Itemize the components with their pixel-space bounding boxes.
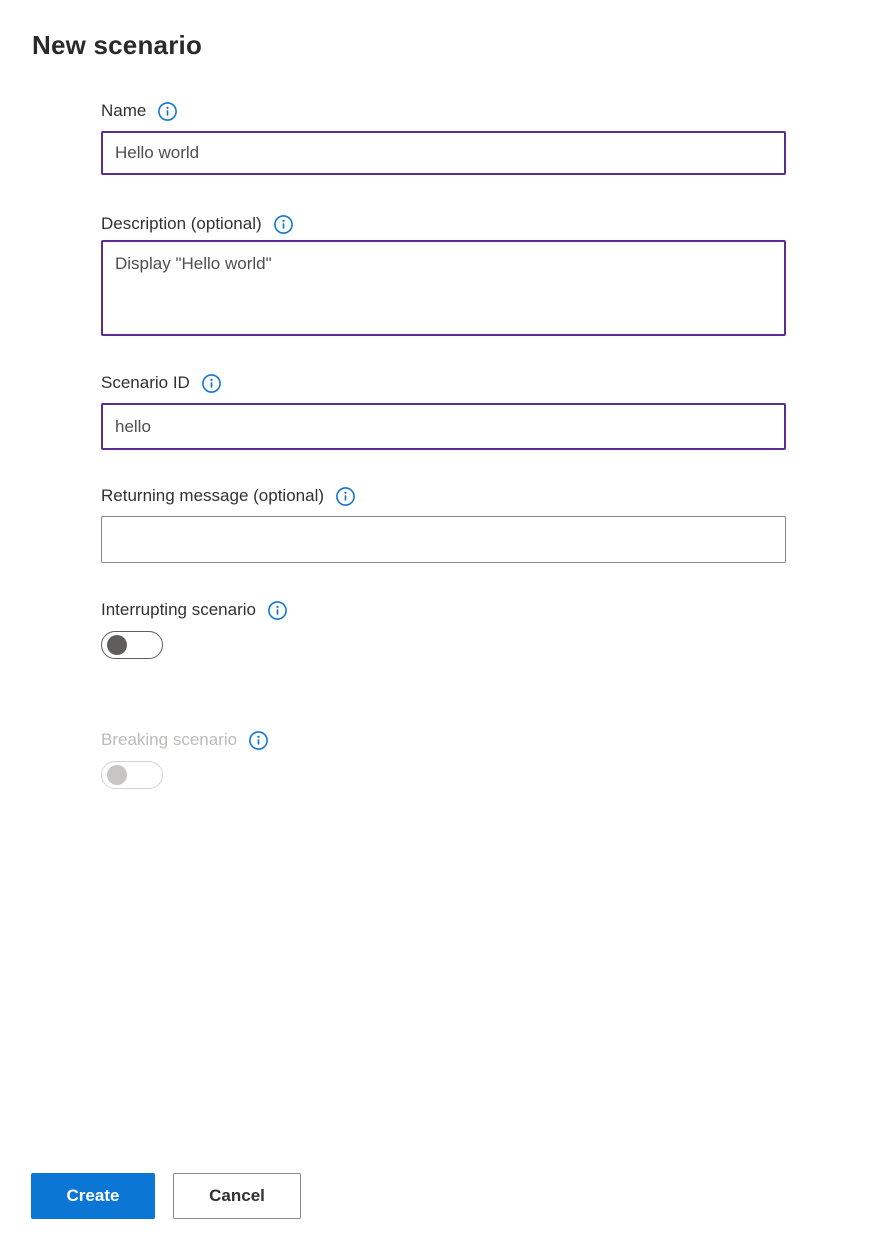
- returning-message-label: Returning message (optional): [101, 486, 325, 505]
- scenario-id-label: Scenario ID: [101, 373, 190, 392]
- interrupting-scenario-label: Interrupting scenario: [101, 600, 256, 619]
- description-input[interactable]: [101, 240, 786, 336]
- toggle-knob: [107, 635, 127, 655]
- name-input[interactable]: [101, 131, 786, 175]
- scenario-id-input[interactable]: [101, 403, 786, 450]
- page-title: New scenario: [32, 30, 203, 60]
- cancel-button[interactable]: Cancel: [173, 1173, 301, 1219]
- breaking-scenario-label: Breaking scenario: [101, 730, 238, 749]
- description-label-row: [101, 213, 786, 235]
- toggle-knob: [107, 765, 127, 785]
- name-label: Name: [101, 101, 147, 120]
- button-bar: [31, 1173, 301, 1219]
- description-label: Description (optional): [101, 214, 262, 233]
- info-icon[interactable]: [273, 214, 294, 235]
- returning-message-input[interactable]: [101, 516, 786, 563]
- breaking-scenario-toggle: [101, 761, 163, 789]
- breaking-scenario-label-row: [101, 729, 786, 751]
- info-icon[interactable]: [201, 373, 222, 394]
- scenario-id-label-row: [101, 372, 786, 394]
- info-icon[interactable]: [267, 600, 288, 621]
- create-button[interactable]: Create: [31, 1173, 155, 1219]
- interrupting-scenario-label-row: [101, 599, 786, 621]
- info-icon[interactable]: [248, 730, 269, 751]
- interrupting-scenario-toggle[interactable]: [101, 631, 163, 659]
- name-label-row: [101, 100, 786, 122]
- returning-message-label-row: [101, 485, 786, 507]
- form-fields: [101, 100, 786, 789]
- info-icon[interactable]: [157, 101, 178, 122]
- info-icon[interactable]: [335, 486, 356, 507]
